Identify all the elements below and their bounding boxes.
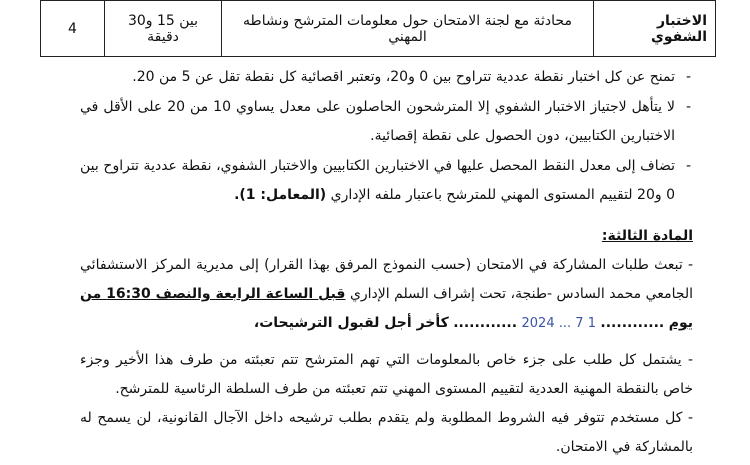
coefficient-note: (المعامل: 1). [234,187,327,203]
exam-description-cell: محادثة مع لجنة الامتحان حول معلومات المترشح ونشاطه المهني [222,1,594,57]
document-body [80,63,693,462]
paragraph-request-contents: - يشتمل كل طلب على جزء خاص بالمعلومات التي تهم المترشح تتم تعبئته من طرف هذا الأخير وجزء خاص بالنقطة المهنية العددية لتقييم المستوى المهني تتم تعبئته من طرف السلطة الرئاسية للمترشح. [80,352,693,397]
table-row [41,1,716,57]
bullet-text: لا يتأهل لاجتياز الاختبار الشفوي إلا المترشحون الحاصلون على معدل يساوي 10 من 20 على الأقل في الاختبارين الكتابيين، دون الحصول على نقطة إقصائية. [80,99,675,144]
exam-duration-cell: بين 15 و30 دقيقة [105,1,222,57]
exam-coefficient-cell: 4 [41,1,105,57]
deadline-text: قبل الساعة الرابعة والنصف 16:30 من يوم [80,286,693,331]
handwritten-date: 1 7 ... 2024 [521,316,596,331]
exam-name-cell: الاختبار الشفوي [594,1,716,57]
deadline-dots: ............ [600,315,665,331]
bullet-text: تمنح عن كل اختبار نقطة عددية تتراوح بين 0 و20، وتعتبر اقصائية كل نقطة تقل عن 5 من 20. [132,69,675,85]
bullet-item [80,63,693,92]
bullet-item [80,152,693,210]
bullet-text: تضاف إلى معدل النقط المحصل عليها في الاختبارين الكتابيين والاختبار الشفوي، نقطة عددية تتراوح بين 0 و20 لتقييم المستوى المهني للمترشح باعتبار ملفه الإداري [80,158,675,203]
paragraph-submission [80,251,693,338]
bullet-item [80,93,693,151]
exam-table [40,0,716,57]
submission-text: - تبعث طلبات المشاركة في الامتحان (حسب النموذج المرفق بهذا القرار) إلى مديرية المركز الاستشفائي الجامعي محمد السادس -طنجة، تحت إشراف السلم الإداري [80,257,694,302]
deadline-dots: ............ [453,315,518,331]
paragraph-late-candidates: - كل مستخدم تتوفر فيه الشروط المطلوبة ولم يتقدم بطلب ترشيحه داخل الآجال القانونية، لن يسمح له بالمشاركة في الامتحان. [80,410,693,455]
deadline-end-text: كأخر أجل لقبول الترشيحات، [253,315,449,331]
article-heading: المادة الثالثة: [601,228,693,244]
